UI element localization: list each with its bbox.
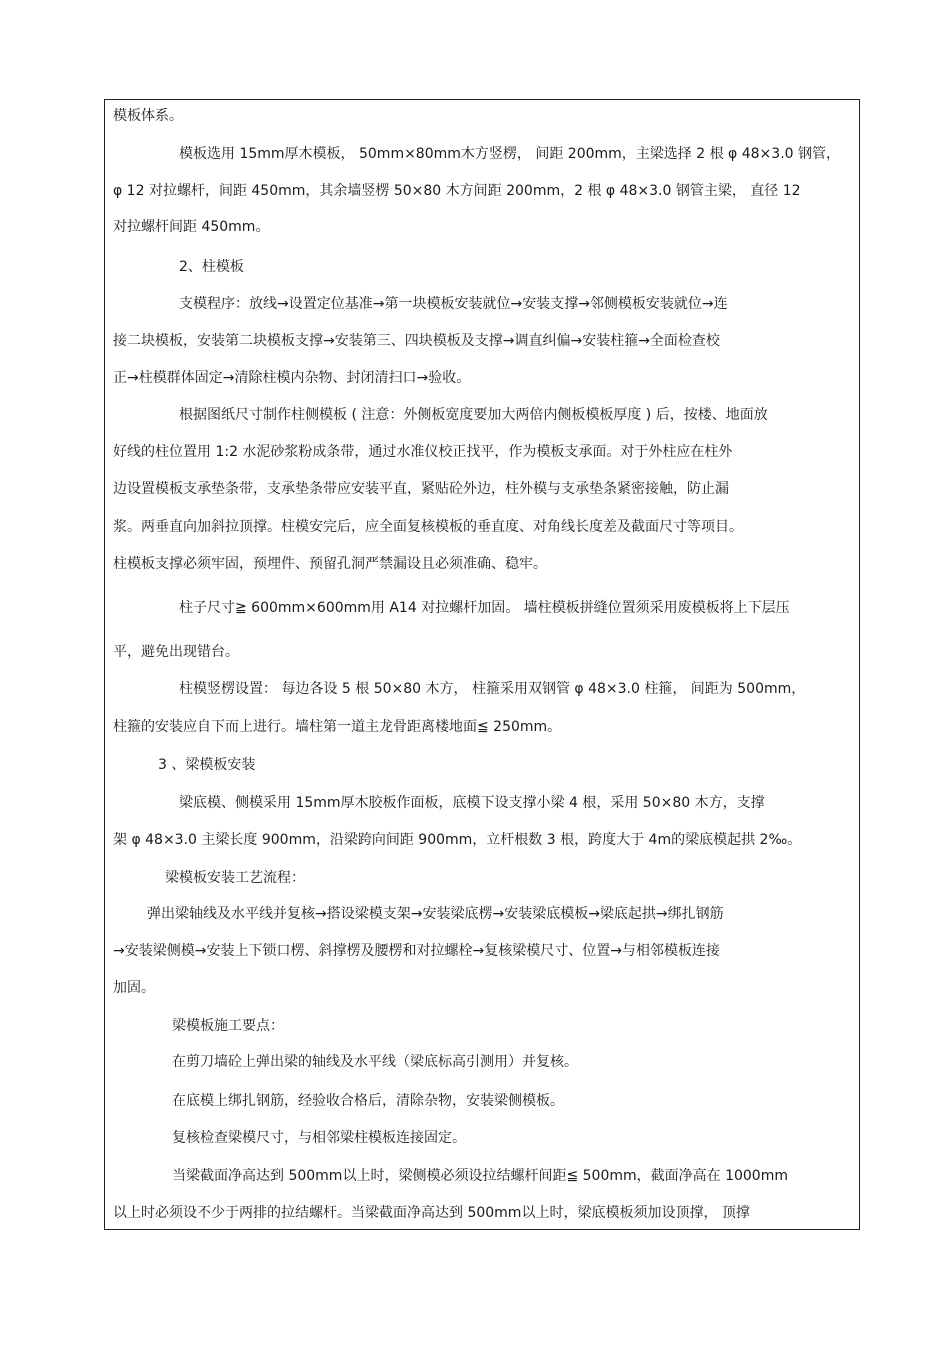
- text-line: 模板体系。: [113, 108, 183, 124]
- text-line: 浆。两垂直向加斜拉顶撑。柱模安完后，应全面复核模板的垂直度、对角线长度差及截面尺寸等项目。: [113, 519, 743, 535]
- text-line: 支模程序：放线→设置定位基准→第一块模板安装就位→安装支撑→邻侧模板安装就位→连: [179, 296, 728, 312]
- text-line: 柱箍的安装应自下而上进行。墙柱第一道主龙骨距离楼地面≦ 250mm。: [113, 719, 562, 735]
- text-line: 梁底模、侧模采用 15mm厚木胶板作面板，底模下设支撑小梁 4 根，采用 50×80 木方，支撑: [179, 795, 765, 811]
- text-line: →安装梁侧模→安装上下锁口楞、斜撑楞及腰楞和对拉螺栓→复核梁模尺寸、位置→与相邻模板连接: [113, 943, 720, 959]
- text-line: 正→柱模群体固定→清除柱模内杂物、封闭清扫口→验收。: [113, 370, 471, 386]
- text-line: 复核检查梁模尺寸，与相邻梁柱模板连接固定。: [172, 1130, 466, 1146]
- text-line: 对拉螺杆间距 450mm。: [113, 219, 270, 235]
- text-line: 弹出梁轴线及水平线并复核→搭设梁模支架→安装梁底楞→安装梁底模板→梁底起拱→绑扎钢筋: [147, 906, 724, 922]
- text-line: 平，避免出现错台。: [113, 644, 239, 660]
- text-line: 梁模板施工要点：: [172, 1018, 284, 1034]
- text-line: 架 φ 48×3.0 主梁长度 900mm，沿梁跨向间距 900mm，立杆根数 3 根，跨度大于 4m的梁底模起拱 2‰。: [113, 832, 802, 848]
- text-line: 在剪刀墙砼上弹出梁的轴线及水平线（梁底标高引测用）并复核。: [172, 1054, 578, 1070]
- text-line: 好线的柱位置用 1:2 水泥砂浆粉成条带，通过水准仪校正找平，作为模板支承面。对于外柱应在柱外: [113, 444, 733, 460]
- text-line: 模板选用 15mm厚木模板， 50mm×80mm木方竖楞， 间距 200mm，主梁选择 2 根 φ 48×3.0 钢管，: [179, 146, 840, 162]
- text-line: 根据图纸尺寸制作柱侧模板 ( 注意：外侧板宽度要加大两倍内侧板模板厚度 ) 后，按楼、地面放: [179, 407, 768, 423]
- section-heading: 3 、梁模板安装: [158, 757, 256, 773]
- text-line: 在底模上绑扎钢筋，经验收合格后，清除杂物，安装梁侧模板。: [172, 1093, 564, 1109]
- section-heading: 2、柱模板: [179, 259, 244, 275]
- text-line: 边设置模板支承垫条带，支承垫条带应安装平直，紧贴砼外边，柱外模与支承垫条紧密接触，防止漏: [113, 481, 729, 497]
- text-line: 当梁截面净高达到 500mm以上时，梁侧模必须设拉结螺杆间距≦ 500mm，截面净高在 1000mm: [172, 1168, 788, 1184]
- text-line: 梁模板安装工艺流程：: [165, 870, 305, 886]
- text-line: φ 12 对拉螺杆，间距 450mm，其余墙竖楞 50×80 木方间距 200mm，2 根 φ 48×3.0 钢管主梁， 直径 12: [113, 183, 801, 199]
- text-line: 加固。: [113, 980, 155, 996]
- text-line: 柱模板支撑必须牢固，预埋件、预留孔洞严禁漏设且必须准确、稳牢。: [113, 556, 547, 572]
- text-line: 接二块模板，安装第二块模板支撑→安装第三、四块模板及支撑→调直纠偏→安装柱箍→全面检查校: [113, 333, 720, 349]
- text-line: 柱子尺寸≧ 600mm×600mm用 A14 对拉螺杆加固。 墙柱模板拼缝位置须采用废模板将上下层压: [179, 600, 790, 616]
- text-line: 以上时必须设不少于两排的拉结螺杆。当梁截面净高达到 500mm以上时，梁底模板须加设顶撑， 顶撑: [113, 1205, 750, 1221]
- text-line: 柱模竖楞设置： 每边各设 5 根 50×80 木方， 柱箍采用双钢管 φ 48×3.0 柱箍， 间距为 500mm，: [179, 681, 806, 697]
